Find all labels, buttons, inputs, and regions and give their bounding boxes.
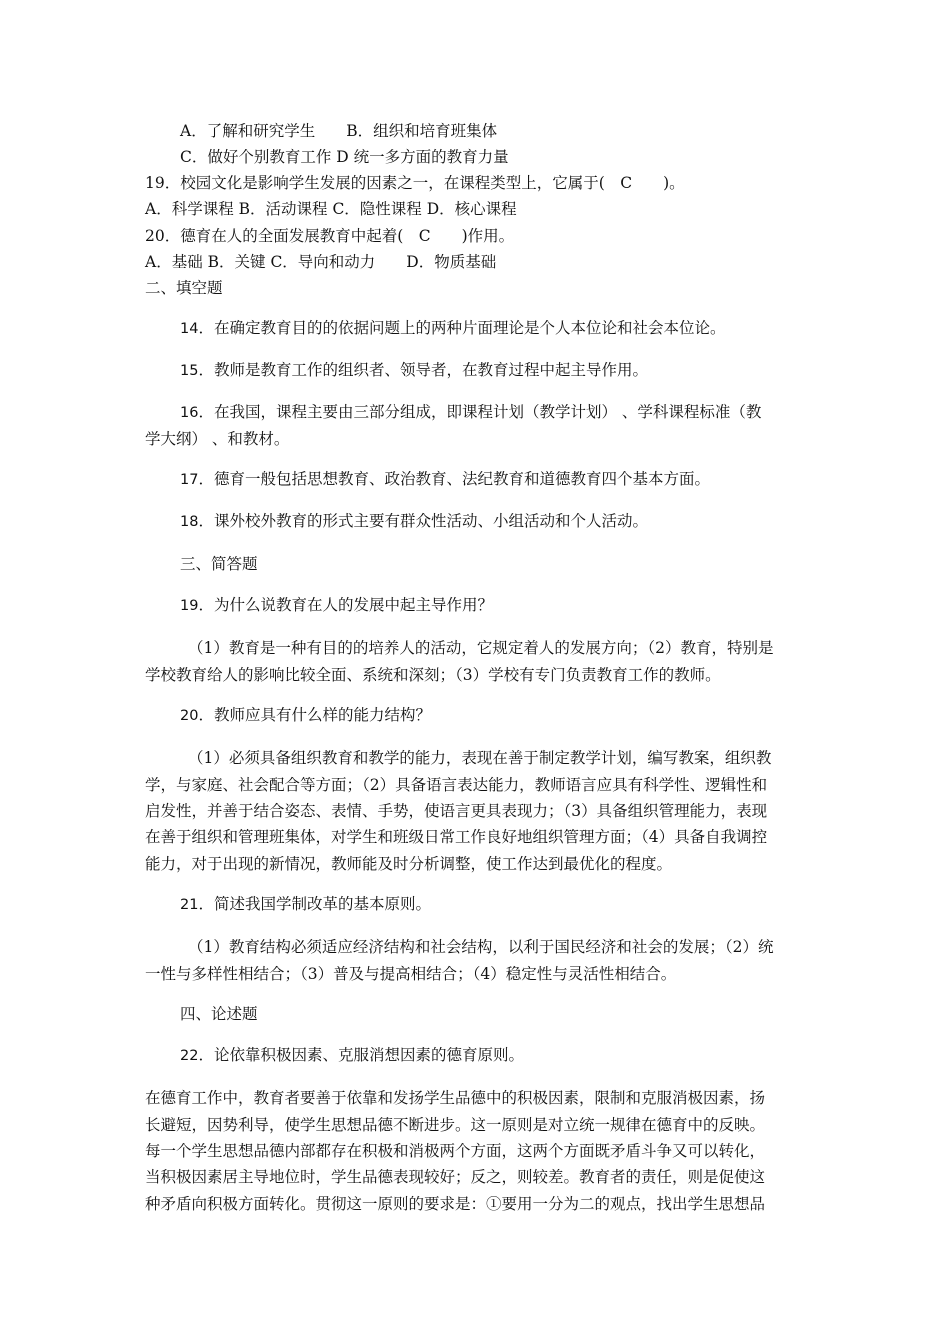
question-text: ．论依靠积极因素、克服消想因素的德育原则。 bbox=[198, 1046, 524, 1064]
item-text: ．课外校外教育的形式主要有群众性活动、小组活动和个人活动。 bbox=[198, 512, 648, 530]
answer-19-line-1: （1）教育是一种有目的的培养人的活动，它规定着人的发展方向；（2）教育，特别是 bbox=[188, 639, 774, 657]
fill-item-17 bbox=[180, 468, 710, 491]
answer-20-line-2: 学，与家庭、社会配合等方面；（2）具备语言表达能力，教师语言应具有科学性、逻辑性和 bbox=[145, 776, 768, 794]
answer-21-line-1: （1）教育结构必须适应经济结构和社会结构，以利于国民经济和社会的发展；（2）统 bbox=[188, 938, 774, 956]
fill-item-16-continuation: 学大纲） 、和教材。 bbox=[145, 430, 290, 448]
answer-20-line-5: 能力，对于出现的新情况，教师能及时分析调整，使工作达到最优化的程度。 bbox=[145, 855, 673, 873]
fill-item-14 bbox=[180, 317, 725, 340]
q18-options-line-1: A．了解和研究学生 B．组织和培育班集体 bbox=[180, 122, 498, 140]
item-text: ．在我国，课程主要由三部分组成，即课程计划（教学计划） 、学科课程标准（教 bbox=[198, 403, 762, 421]
question-text: ．简述我国学制改革的基本原则。 bbox=[198, 895, 431, 913]
question-number: 19 bbox=[180, 598, 199, 614]
fill-item-15 bbox=[180, 359, 648, 382]
q19-stem: 19．校园文化是影响学生发展的因素之一，在课程类型上，它属于( C )。 bbox=[145, 174, 685, 192]
item-number: 18 bbox=[180, 514, 199, 530]
answer-22-line-5: 种矛盾向积极方面转化。贯彻这一原则的要求是：①要用一分为二的观点，找出学生思想品 bbox=[145, 1195, 766, 1213]
short-answer-20-question bbox=[180, 704, 431, 727]
item-text: ．在确定教育目的的依据问题上的两种片面理论是个人本位论和社会本位论。 bbox=[198, 319, 726, 337]
answer-22-line-3: 每一个学生思想品德内部都存在积极和消极两个方面，这两个方面既矛盾斗争又可以转化， bbox=[145, 1142, 766, 1160]
answer-20-line-1: （1）必须具备组织教育和教学的能力，表现在善于制定教学计划，编写教案，组织教 bbox=[188, 749, 772, 767]
item-number: 16 bbox=[180, 405, 199, 421]
short-answer-21-question bbox=[180, 893, 431, 916]
q18-options-line-2: C．做好个别教育工作 D 统一多方面的教育力量 bbox=[180, 148, 509, 166]
item-number: 17 bbox=[180, 472, 199, 488]
section-4-heading: 四、论述题 bbox=[180, 1005, 258, 1023]
question-text: ．教师应具有什么样的能力结构？ bbox=[198, 706, 431, 724]
q20-stem: 20．德育在人的全面发展教育中起着( C )作用。 bbox=[145, 227, 515, 245]
answer-22-line-2: 长避短，因势利导，使学生思想品德不断进步。这一原则是对立统一规律在德育中的反映。 bbox=[145, 1116, 766, 1134]
answer-20-line-3: 启发性，并善于结合姿态、表情、手势，使语言更具表现力；（3）具备组织管理能力，表现 bbox=[145, 802, 768, 820]
section-2-heading: 二、填空题 bbox=[145, 279, 223, 297]
answer-22-line-1: 在德育工作中，教育者要善于依靠和发扬学生品德中的积极因素，限制和克服消极因素，扬 bbox=[145, 1089, 766, 1107]
item-text: ．德育一般包括思想教育、政治教育、法纪教育和道德教育四个基本方面。 bbox=[198, 470, 710, 488]
answer-21-line-2: 一性与多样性相结合；（3）普及与提高相结合；（4）稳定性与灵活性相结合。 bbox=[145, 965, 677, 983]
q20-options: A．基础 B．关键 C．导向和动力 D．物质基础 bbox=[145, 253, 497, 271]
item-text: ．教师是教育工作的组织者、领导者，在教育过程中起主导作用。 bbox=[198, 361, 648, 379]
answer-22-line-4: 当积极因素居主导地位时，学生品德表现较好；反之，则较差。教育者的责任，则是促使这 bbox=[145, 1168, 766, 1186]
q19-options: A．科学课程 B．活动课程 C．隐性课程 D．核心课程 bbox=[145, 200, 517, 218]
question-number: 21 bbox=[180, 897, 199, 913]
fill-item-18 bbox=[180, 510, 648, 533]
section-3-heading: 三、简答题 bbox=[180, 555, 258, 573]
question-number: 22 bbox=[180, 1048, 199, 1064]
fill-item-16 bbox=[180, 401, 761, 424]
answer-20-line-4: 在善于组织和管理班集体，对学生和班级日常工作良好地组织管理方面；（4）具备自我调控 bbox=[145, 828, 768, 846]
item-number: 14 bbox=[180, 321, 199, 337]
question-text: ．为什么说教育在人的发展中起主导作用？ bbox=[198, 596, 493, 614]
essay-22-question bbox=[180, 1044, 524, 1067]
item-number: 15 bbox=[180, 363, 199, 379]
short-answer-19-question bbox=[180, 594, 493, 617]
question-number: 20 bbox=[180, 708, 199, 724]
answer-19-line-2: 学校教育给人的影响比较全面、系统和深刻；（3）学校有专门负责教育工作的教师。 bbox=[145, 666, 721, 684]
